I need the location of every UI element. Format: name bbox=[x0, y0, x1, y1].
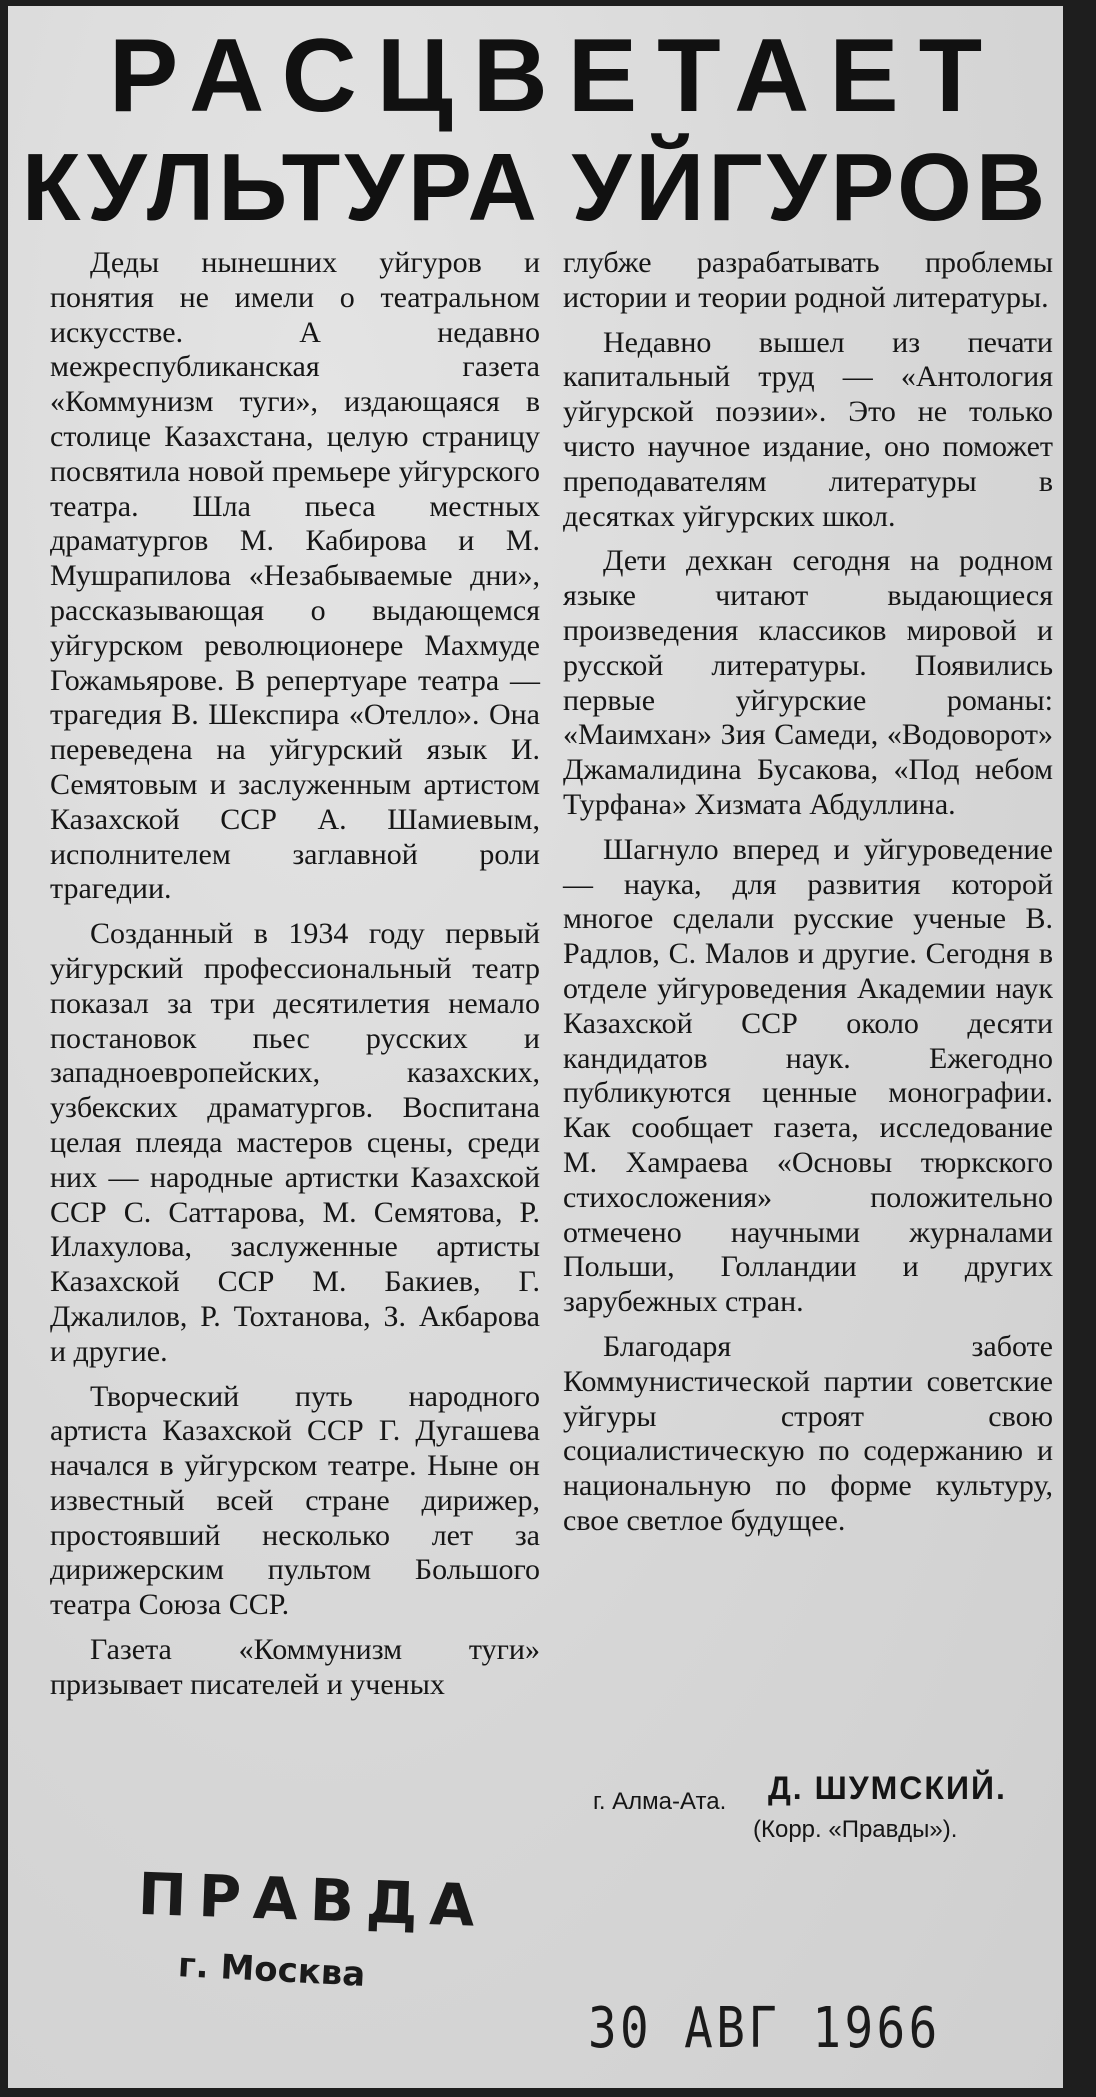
article-paragraph: Газета «Коммунизм туги» призывает писателей и ученых bbox=[50, 1633, 540, 1701]
date-stamp: 30 АВГ 1966 bbox=[588, 1996, 941, 2061]
newspaper-stamp: ПРАВДА bbox=[136, 1859, 488, 1941]
dateline-city: г. Алма-Ата. bbox=[593, 1788, 727, 1815]
headline-line-1: РАСЦВЕТАЕТ bbox=[108, 18, 1003, 134]
article-column-left bbox=[50, 246, 540, 1713]
article-paragraph: Дети дехкан сегодня на родном языке читают выдающиеся произведения классиков мировой и русской литературы. Появились первые уйгурские романы: «Маимхан» Зия Самеди, «Водоворот» Джамалидина Бусакова, «Под небом Турфана» Хизмата Абдуллина. bbox=[563, 544, 1053, 821]
author-signature: Д. ШУМСКИЙ. bbox=[768, 1770, 1007, 1806]
headline-line-2: КУЛЬТУРА УЙГУРОВ bbox=[21, 134, 1050, 241]
newspaper-clipping bbox=[8, 6, 1063, 2088]
article-paragraph: Шагнуло вперед и уйгуроведение — наука, для развития которой многое сделали русские ученые В. Радлов, С. Малов и другие. Сегодня в отделе уйгуроведения Академии наук Казахской ССР около десяти кандидатов наук. Ежегодно публикуются ценные монографии. Как сообщает газета, исследование М. Хамраева «Основы тюркского стихосложения» положительно отмечено научными журналами Польши, Голландии и других зарубежных стран. bbox=[563, 832, 1053, 1319]
stamp-place: г. Москва bbox=[177, 1945, 367, 1995]
article-paragraph: Недавно вышел из печати капитальный труд — «Антология уйгурской поэзии». Это не только чисто научное издание, оно поможет преподавателям литературы в десятках уйгурских школ. bbox=[563, 325, 1053, 533]
article-paragraph: Созданный в 1934 году первый уйгурский профессиональный театр показал за три десятилетия немало постановок пьес русских и западноевропейских, казахских, узбекских драматургов. Воспитана целая плеяда мастеров сцены, среди них — народные артистки Казахской ССР С. Саттарова, М. Семятова, Р. Илахулова, заслуженные артисты Казахской ССР М. Бакиев, Г. Джалилов, Р. Тохтанова, З. Акбарова и другие. bbox=[50, 917, 540, 1368]
correspondent-note: (Корр. «Правды»). bbox=[753, 1816, 958, 1843]
article-paragraph: Творческий путь народного артиста Казахской ССР Г. Дугашева начался в уйгурском театре. Ныне он известный всей стране дирижер, простоявший несколько лет за дирижерским пультом Большого театра Союза ССР. bbox=[50, 1379, 540, 1622]
article-paragraph: глубже разрабатывать проблемы истории и теории родной литературы. bbox=[563, 246, 1053, 314]
article-paragraph: Благодаря заботе Коммунистической партии советские уйгуры строят свою социалистическую по содержанию и национальную по форме культуру, свое светлое будущее. bbox=[563, 1329, 1053, 1537]
article-paragraph: Деды нынешних уйгуров и понятия не имели о театральном искусстве. А недавно межреспубликанская газета «Коммунизм туги», издающаяся в столице Казахстана, целую страницу посвятила новой премьере уйгурского театра. Шла пьеса местных драматургов М. Кабирова и М. Мушрапилова «Незабываемые дни», рассказывающая о выдающемся уйгурском революционере Махмуде Гожамьярове. В репертуаре театра — трагедия В. Шекспира «Отелло». Она переведена на уйгурский язык И. Семятовым и заслуженным артистом Казахской ССР А. Шамиевым, исполнителем заглавной роли трагедии. bbox=[50, 246, 540, 906]
article-column-right bbox=[563, 246, 1053, 1549]
